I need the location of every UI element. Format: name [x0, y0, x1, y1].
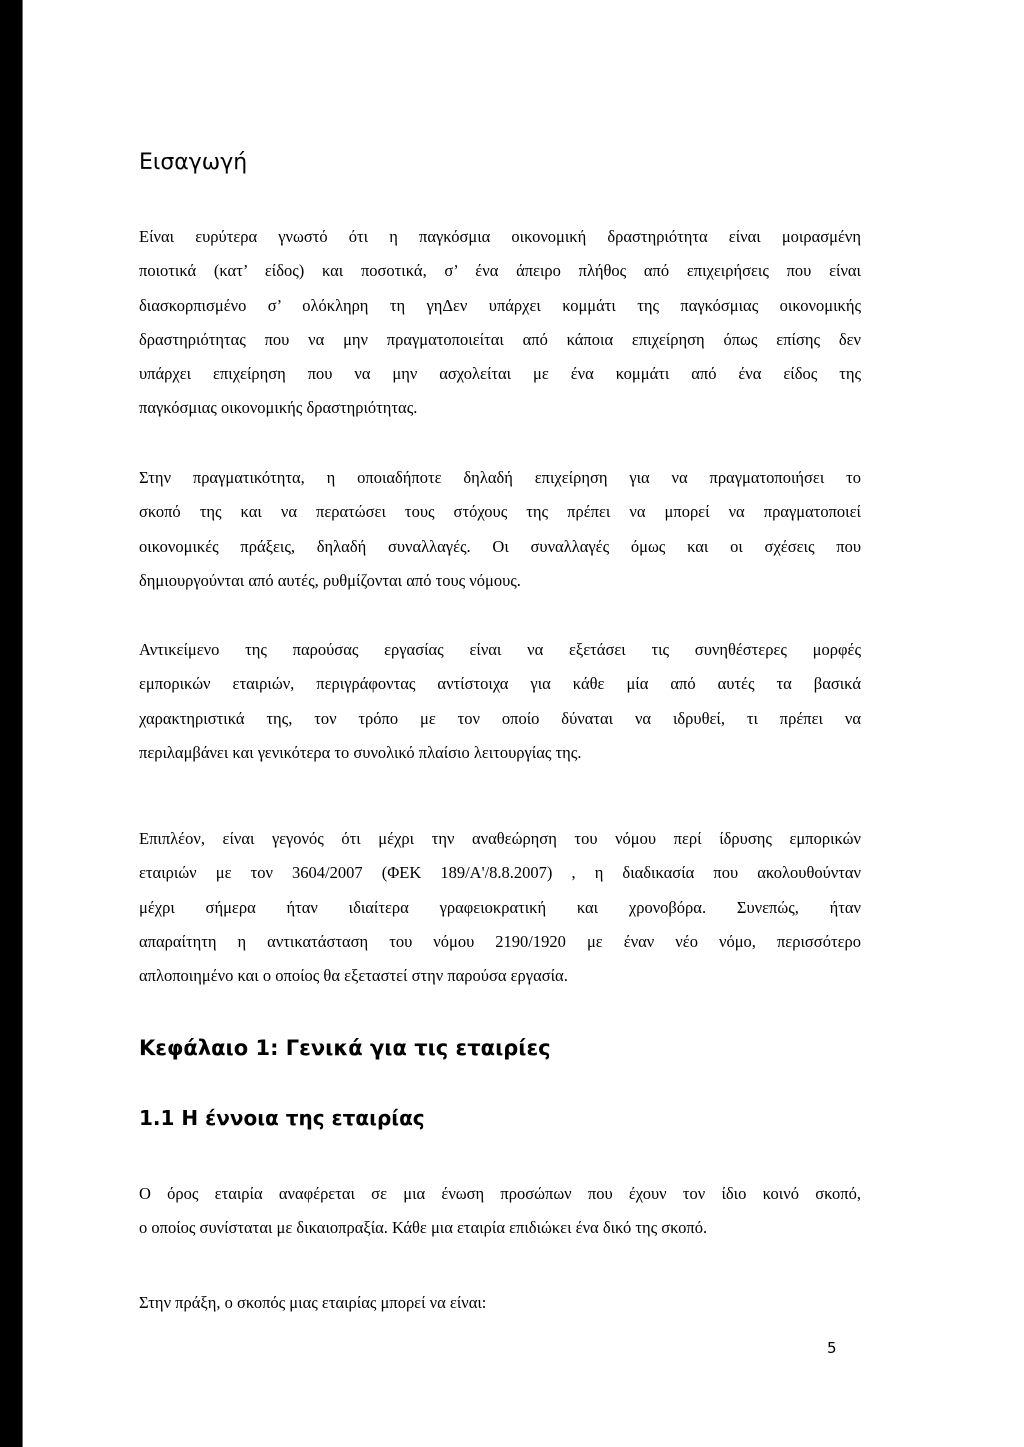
- paragraph-section-1: [139, 1177, 861, 1246]
- page-number: 5: [827, 1339, 837, 1357]
- text-line: οικονομικές πράξεις, δηλαδή συναλλαγές. Οι συναλλαγές όμως και οι σχέσεις που: [139, 536, 861, 556]
- text-line: εταιριών με τον 3604/2007 (ΦΕΚ 189/Α'/8.8.2007) , η διαδικασία που ακολουθούνταν: [139, 863, 861, 883]
- text-line: δραστηριότητας που να μην πραγματοποιείται από κάποια επιχείρηση όπως επίσης δεν: [139, 329, 861, 349]
- text-line: Ο όρος εταιρία αναφέρεται σε μια ένωση προσώπων που έχουν τον ίδιο κοινό σκοπό,: [139, 1184, 861, 1203]
- text-line: σκοπό της και να περατώσει τους στόχους της πρέπει να μπορεί να πραγματοποιεί: [139, 502, 861, 522]
- text-line: μέχρι σήμερα ήταν ιδιαίτερα γραφειοκρατική και χρονοβόρα. Συνεπώς, ήταν: [139, 897, 861, 917]
- paragraph-intro-1: [139, 220, 861, 426]
- text-line: υπάρχει επιχείρηση που να μην ασχολείται με ένα κομμάτι από ένα είδος της: [139, 364, 861, 384]
- document-page: [22, 0, 1024, 1447]
- text-line: Είναι ευρύτερα γνωστό ότι η παγκόσμια οικονομική δραστηριότητα είναι μοιρασμένη: [139, 227, 861, 246]
- paragraph-intro-3: [139, 633, 861, 770]
- text-line: απλοποιημένο και ο οποίος θα εξεταστεί στην παρούσα εργασία.: [139, 966, 568, 986]
- text-line: Στην πραγματικότητα, η οποιαδήποτε δηλαδή επιχείρηση για να πραγματοποιήσει το: [139, 468, 861, 487]
- chapter-heading: Κεφάλαιο 1: Γενικά για τις εταιρίες: [139, 1036, 551, 1060]
- introduction-heading: Εισαγωγή: [139, 150, 248, 175]
- text-line: εμπορικών εταιριών, περιγράφοντας αντίστοιχα για κάθε μία από αυτές τα βασικά: [139, 674, 861, 694]
- text-line: διασκορπισμένο σ’ ολόκληρη τη γηΔεν υπάρχει κομμάτι της παγκόσμιας οικονομικής: [139, 295, 861, 315]
- text-line: ποιοτικά (κατ’ είδος) και ποσοτικά, σ’ ένα άπειρο πλήθος από επιχειρήσεις που είναι: [139, 261, 861, 281]
- text-line: ο οποίος συνίσταται με δικαιοπραξία. Κάθε μια εταιρία επιδιώκει ένα δικό της σκοπό.: [139, 1218, 708, 1238]
- text-line: Επιπλέον, είναι γεγονός ότι μέχρι την αναθεώρηση του νόμου περί ίδρυσης εμπορικών: [139, 829, 861, 848]
- text-line: χαρακτηριστικά της, τον τρόπο με τον οποίο δύναται να ιδρυθεί, τι πρέπει να: [139, 708, 861, 728]
- paragraph-section-2: [139, 1286, 861, 1320]
- text-line: απαραίτητη η αντικατάσταση του νόμου 2190/1920 με έναν νέο νόμο, περισσότερο: [139, 931, 861, 951]
- text-line: δημιουργούνται από αυτές, ρυθμίζονται από τους νόμους.: [139, 570, 521, 590]
- text-line: Στην πράξη, ο σκοπός μιας εταιρίας μπορεί να είναι:: [139, 1293, 487, 1312]
- section-heading: 1.1 Η έννοια της εταιρίας: [139, 1106, 425, 1130]
- text-line: παγκόσμιας οικονομικής δραστηριότητας.: [139, 398, 418, 418]
- text-line: περιλαμβάνει και γενικότερα το συνολικό πλαίσιο λειτουργίας της.: [139, 742, 582, 762]
- paragraph-intro-4: [139, 822, 861, 993]
- paragraph-intro-2: [139, 461, 861, 598]
- text-line: Αντικείμενο της παρούσας εργασίας είναι να εξετάσει τις συνηθέστερες μορφές: [139, 640, 861, 659]
